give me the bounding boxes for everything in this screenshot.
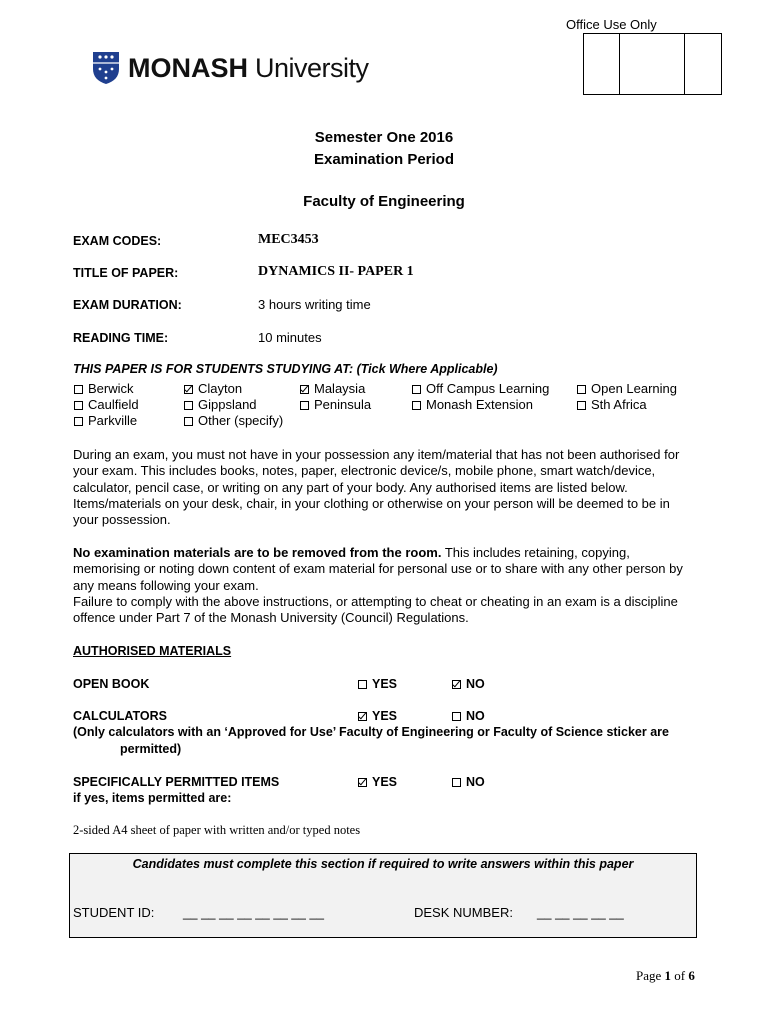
open-book-label: OPEN BOOK: [73, 677, 150, 691]
open-book-no[interactable]: NO: [452, 677, 485, 691]
permitted-no[interactable]: NO: [452, 775, 485, 789]
location-off-campus[interactable]: Off Campus Learning: [412, 381, 549, 396]
location-monash-extension[interactable]: Monash Extension: [412, 397, 533, 412]
monash-logo: [92, 48, 369, 88]
locations-heading: THIS PAPER IS FOR STUDENTS STUDYING AT: (Tick Where Applicable): [73, 362, 498, 376]
checkbox[interactable]: [74, 385, 83, 394]
location-clayton[interactable]: Clayton: [184, 381, 242, 396]
location-malaysia[interactable]: Malaysia: [300, 381, 365, 396]
semester-title: Semester One 2016: [314, 129, 454, 146]
checkbox[interactable]: [184, 417, 193, 426]
office-cell-3: [685, 34, 721, 94]
calculators-no[interactable]: NO: [452, 709, 485, 723]
office-cell-1: [584, 34, 620, 94]
checkbox[interactable]: [74, 401, 83, 410]
calculators-yes[interactable]: YES: [358, 709, 397, 723]
open-book-yes[interactable]: YES: [358, 677, 397, 691]
checkbox[interactable]: [412, 401, 421, 410]
rules-paragraph-3: Failure to comply with the above instructions, or attempting to cheat or cheating in an exam is a discipline offence under Part 7 of the Monash University (Council) Regulations.: [73, 594, 678, 626]
duration-label: EXAM DURATION:: [73, 298, 182, 312]
checkbox-checked[interactable]: [184, 385, 193, 394]
checkbox-checked[interactable]: [358, 712, 367, 721]
checkbox-checked[interactable]: [358, 778, 367, 787]
location-other[interactable]: Other (specify): [184, 413, 283, 428]
exam-codes-value: MEC3453: [258, 232, 319, 247]
location-peninsula[interactable]: Peninsula: [300, 397, 371, 412]
calculators-label: CALCULATORS: [73, 709, 167, 723]
permitted-items-label: SPECIFICALLY PERMITTED ITEMS: [73, 775, 280, 789]
checkbox-checked[interactable]: [300, 385, 309, 394]
office-cell-2: [620, 34, 685, 94]
desk-number-label: DESK NUMBER:: [414, 905, 513, 920]
student-id-field[interactable]: __ __ __ __ __ __ __ __: [183, 905, 324, 920]
authorised-materials-heading: AUTHORISED MATERIALS: [73, 644, 232, 658]
location-caulfield[interactable]: Caulfield: [74, 397, 139, 412]
candidate-section: [69, 853, 697, 938]
calculators-note-line1: (Only calculators with an ‘Approved for Use’ Faculty of Engineering or Faculty of Science sticker are: [73, 725, 669, 739]
location-parkville[interactable]: Parkville: [74, 413, 137, 428]
checkbox[interactable]: [300, 401, 309, 410]
checkbox[interactable]: [358, 680, 367, 689]
calculators-note-line2: permitted): [120, 742, 182, 756]
candidate-heading: Candidates must complete this section if required to write answers within this paper: [132, 857, 634, 871]
checkbox[interactable]: [74, 417, 83, 426]
student-id-label: STUDENT ID:: [73, 905, 155, 920]
permitted-items-sub: if yes, items permitted are:: [73, 791, 232, 805]
rules-paragraph-2: No examination materials are to be removed from the room. This includes retaining, copying, memorising or noting down content of exam material for personal use or to share with any other person by any means following your exam.: [73, 545, 683, 593]
reading-value: 10 minutes: [258, 330, 322, 345]
exam-period-title: Examination Period: [313, 151, 455, 168]
title-value: DYNAMICS II- PAPER 1: [258, 264, 414, 279]
crest-icon: [92, 51, 120, 85]
logo-wordmark: MONASH University: [128, 52, 369, 83]
permitted-yes[interactable]: YES: [358, 775, 397, 789]
permitted-items-note: 2-sided A4 sheet of paper with written and/or typed notes: [73, 823, 361, 837]
checkbox[interactable]: [577, 385, 586, 394]
location-gippsland[interactable]: Gippsland: [184, 397, 257, 412]
checkbox[interactable]: [452, 778, 461, 787]
checkbox[interactable]: [412, 385, 421, 394]
faculty-title: Faculty of Engineering: [303, 193, 465, 210]
checkbox[interactable]: [452, 712, 461, 721]
duration-value: 3 hours writing time: [258, 297, 371, 312]
location-sth-africa[interactable]: Sth Africa: [577, 397, 647, 412]
rules-paragraph-1: During an exam, you must not have in your possession any item/material that has not been authorised for your exam. This includes books, notes, paper, electronic device/s, mobile phone, smart watch/device, calculator, pencil case, or writing on any part of your body. Any authorised items are listed below. Items/materials on your desk, chair, in your clothing or otherwise on your person will be deemed to be in your possession.: [73, 447, 680, 528]
checkbox-checked[interactable]: [452, 680, 461, 689]
exam-codes-label: EXAM CODES:: [73, 234, 162, 248]
office-use-box: [583, 33, 722, 95]
title-label: TITLE OF PAPER:: [73, 266, 179, 280]
reading-label: READING TIME:: [73, 331, 169, 345]
desk-number-field[interactable]: __ __ __ __ __: [537, 905, 624, 920]
location-open-learning[interactable]: Open Learning: [577, 381, 677, 396]
location-berwick[interactable]: Berwick: [74, 381, 134, 396]
office-use-label: Office Use Only: [566, 17, 657, 32]
page-number: Page 1 of 6: [636, 968, 695, 983]
checkbox[interactable]: [184, 401, 193, 410]
checkbox[interactable]: [577, 401, 586, 410]
